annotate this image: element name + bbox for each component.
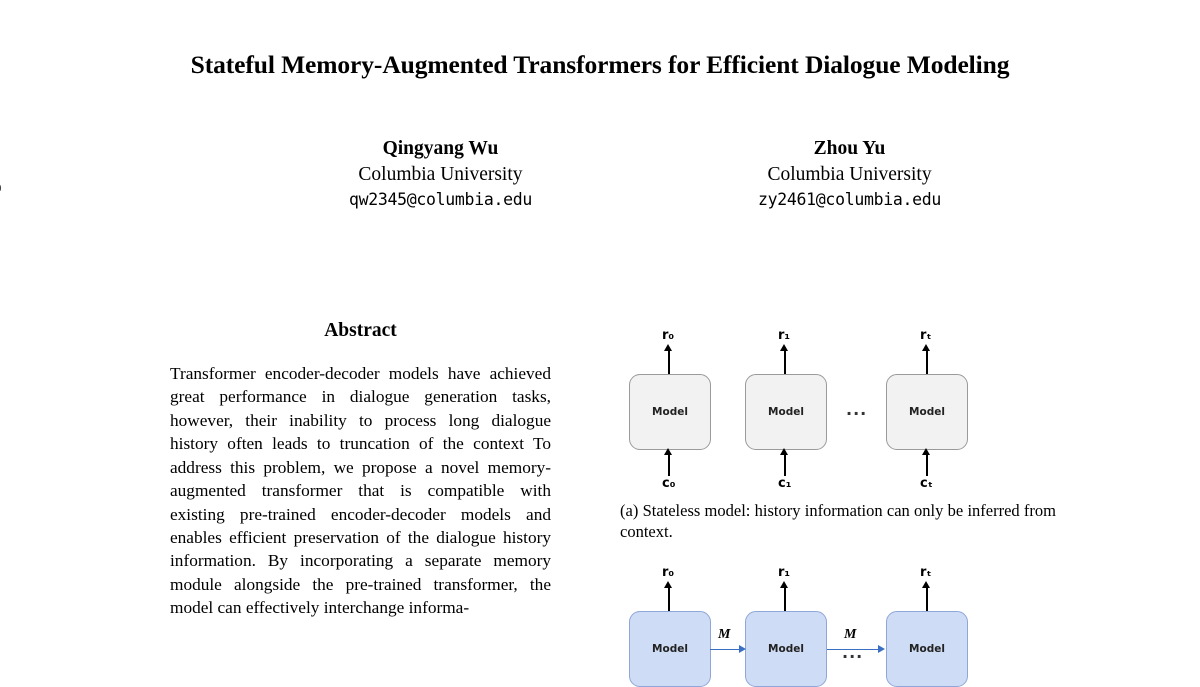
- figure-a-diagram: [620, 318, 1056, 490]
- input-label-ct: cₜ: [920, 476, 933, 491]
- figure-stateful-model: [620, 564, 1056, 662]
- author-list: [150, 136, 1140, 211]
- left-column: [170, 320, 551, 620]
- arrow-up-r1-b: [784, 587, 786, 611]
- memory-arrow-0: [710, 649, 740, 651]
- figure-a-caption: (a) Stateless model: history information can only be inferred from context.: [620, 501, 1056, 542]
- page-title: Stateful Memory-Augmented Transformers for Efficient Dialogue Modeling: [190, 50, 1010, 79]
- output-label-r1: r₁: [778, 328, 791, 343]
- model-node-1-b[interactable]: Model: [745, 611, 827, 687]
- model-node-0[interactable]: Model: [629, 374, 711, 450]
- author-block: [758, 136, 941, 211]
- figure-b-diagram: [620, 564, 1056, 662]
- author-name: Zhou Yu: [813, 138, 886, 159]
- input-label-c1: c₁: [778, 476, 792, 491]
- input-label-c0: c₀: [662, 476, 676, 491]
- author-affiliation: Columbia University: [358, 163, 523, 185]
- arrow-up-c1: [784, 454, 786, 476]
- author-block: [349, 136, 532, 211]
- arrow-up-rt-b: [926, 587, 928, 611]
- output-label-r0: r₀: [662, 328, 675, 343]
- figure-stateless-model: [620, 318, 1056, 543]
- arrow-up-c0: [668, 454, 670, 476]
- output-label-rt-b: rₜ: [920, 564, 932, 580]
- arrow-up-ct: [926, 454, 928, 476]
- author-name: Qingyang Wu: [382, 138, 499, 159]
- abstract-text: Transformer encoder-decoder models have achieved great performance in dialogue generation tasks, however, their inability to process long dialogue history often leads to truncation of the context To address this problem, we propose a novel memory-augmented transformer that is compatible with existing pre-trained encoder-decoder models and enables efficient preservation of the dialogue history information. By incorporating a separate memory module alongside the pre-trained transformer, the model can effectively interchange informa-: [170, 364, 551, 618]
- author-email[interactable]: zy2461@columbia.edu: [758, 189, 942, 209]
- model-node-1[interactable]: Model: [745, 374, 827, 450]
- abstract-heading: Abstract: [324, 320, 397, 341]
- output-label-r0-b: r₀: [662, 564, 675, 580]
- author-affiliation: Columbia University: [767, 163, 932, 185]
- output-label-r1-b: r₁: [778, 564, 791, 580]
- model-node-t-b[interactable]: Model: [886, 611, 968, 687]
- model-node-0-b[interactable]: Model: [629, 611, 711, 687]
- right-column: [620, 318, 1056, 662]
- ellipsis-b: ...: [842, 642, 864, 662]
- output-label-rt: rₜ: [920, 328, 932, 343]
- memory-label-1: M: [844, 626, 857, 642]
- model-node-t[interactable]: Model: [886, 374, 968, 450]
- memory-label-0: M: [718, 626, 731, 642]
- arrow-up-r0: [668, 350, 670, 374]
- arrow-up-r0-b: [668, 587, 670, 611]
- arxiv-date-stamp: [0, 0, 2, 300]
- ellipsis-a: ...: [846, 400, 868, 419]
- arrow-up-r1: [784, 350, 786, 374]
- arrow-up-rt: [926, 350, 928, 374]
- author-email[interactable]: qw2345@columbia.edu: [348, 189, 532, 209]
